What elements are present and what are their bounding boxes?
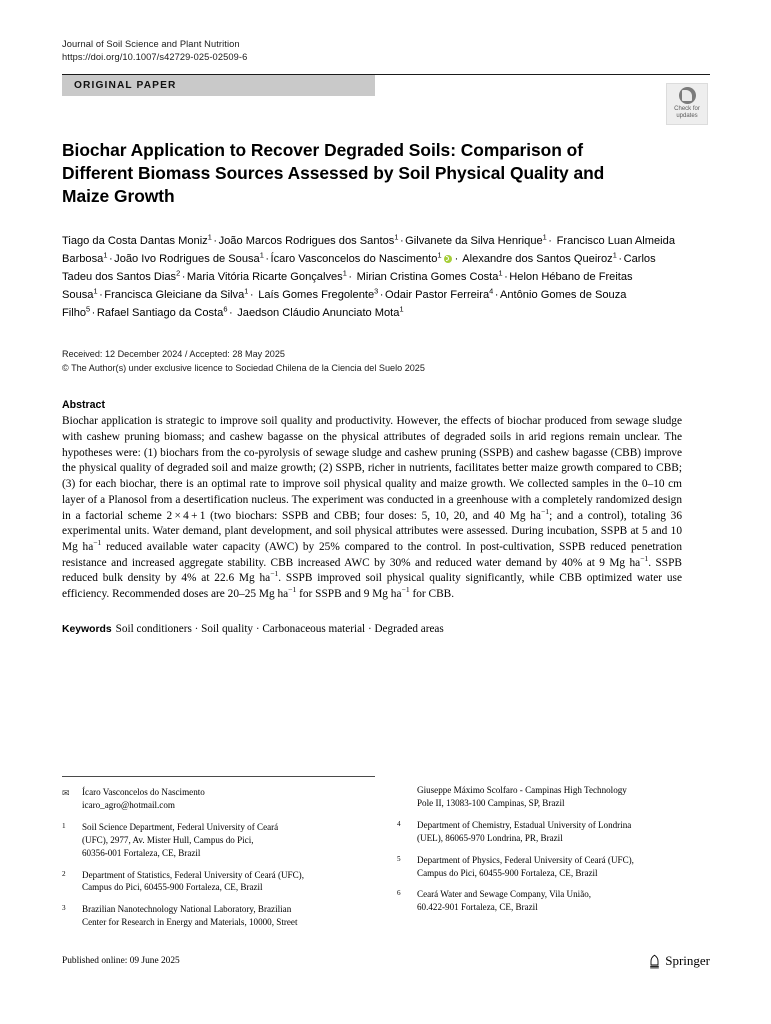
journal-doi[interactable]: https://doi.org/10.1007/s42729-025-02509-6	[62, 52, 248, 63]
affiliation-line: Ceará Water and Sewage Company, Vila União,	[417, 889, 592, 900]
author-line: Mirian Cristina Gomes Costa$^1$ · Helon Hébano de Freitas Sousa$^1$ · Francisca Gleiciane da Silva$^1$ ·	[62, 268, 633, 302]
affiliation-line: (UEL), 86065-970 Londrina, PR, Brazil	[417, 832, 563, 843]
affiliation-line: 60356-001 Fortaleza, CE, Brazil	[82, 847, 201, 858]
author-line: Francisco Luan Almeida Barbosa$^1$ · João Ivo Rodrigues de Sousa$^1$ · Ícaro Vasconcelos do Nascimento$^1$ ·	[62, 235, 675, 266]
affiliation-marker: 6	[397, 889, 401, 898]
affiliation-line: Brazilian Nanotechnology National Laboratory, Brazilian	[82, 904, 292, 915]
affiliation-line: (UFC), 2977, Av. Mister Hull, Campus do Pici,	[82, 834, 254, 845]
affiliation-marker: 5	[397, 854, 401, 863]
affiliation-item	[397, 888, 710, 914]
publication-dates	[62, 347, 710, 375]
keywords-list: Soil conditioners · Soil quality · Carbonaceous material · Degraded areas	[115, 622, 444, 635]
affiliation-line: Department of Chemistry, Estadual University of Londrina	[417, 819, 632, 830]
affiliation-line: 60.422-901 Fortaleza, CE, Brazil	[417, 902, 538, 913]
springer-mark-icon	[648, 954, 661, 969]
orcid-icon[interactable]	[444, 255, 453, 264]
page-content	[62, 0, 710, 637]
affiliation-line: Pole II, 13083-100 Campinas, SP, Brazil	[417, 797, 565, 808]
published-online-date: Published online: 09 June 2025	[62, 956, 180, 966]
author-list	[62, 233, 682, 323]
affiliation-marker: 3	[62, 904, 66, 913]
affiliation-item	[397, 784, 710, 810]
author-line: Jaedson Cláudio Anunciato Mota$^1$	[237, 304, 404, 320]
abstract-section	[62, 399, 682, 602]
affiliation-item	[62, 903, 375, 929]
springer-wordmark: Springer	[665, 953, 710, 968]
affiliation-marker	[397, 784, 417, 810]
author-line: Alexandre dos Santos Queiroz$^1$ · Carlos Tadeu dos Santos Dias$^2$ · Maria Vitória Ricarte Gonçalves$^1$ ·	[62, 250, 656, 284]
affiliations-section	[62, 776, 710, 938]
check-for-updates-badge[interactable]	[666, 83, 708, 125]
affiliation-line: Department of Physics, Federal University of Ceará (UFC),	[417, 854, 634, 865]
affiliation-line: Campus do Pici, 60455-900 Fortaleza, CE, Brazil	[417, 867, 598, 878]
affiliation-item	[62, 869, 375, 895]
affiliation-line: Giuseppe Máximo Scolfaro - Campinas High Technology	[417, 785, 627, 795]
affiliation-item	[397, 854, 710, 880]
check-updates-icon	[679, 87, 696, 104]
keywords-section	[62, 622, 682, 638]
paper-type-label: ORIGINAL PAPER	[74, 79, 177, 91]
affiliation-line: Center for Research in Energy and Materials, 10000, Street	[82, 917, 298, 928]
affiliation-marker: 4	[397, 819, 401, 828]
keywords-label: Keywords	[62, 623, 112, 635]
paper-type-band	[62, 75, 375, 96]
author-line: Laís Gomes Fregolente$^3$ · Odair Pastor Ferreira$^4$ · Antônio Gomes de Souza Filho$^5$ · Rafael Santiago da Costa$^6$ ·	[62, 286, 627, 320]
abstract-body: Biochar application is strategic to improve soil quality and productivity. However, the effects of biochar produced from sewage sludge with cashew pruning biomass; and cashew bagasse on the physical attributes of degraded soils in arid regions remain unclear. The hypotheses were: (1) biochars from the co-pyrolysis of sewage sludge and cashew pruning (SSPB) and cashew bagasse (CBB) improve the physical quality of degraded soil and maize growth; (2) SSPB, richer in nutrients, facilitates better maize growth compared to CBB; (3) for each biochar, there is an optimal rate to improve soil physical quality and maize growth. We collected samples in the 0–10 cm layer of a Planosol from a desertification nucleus. The experiment was conducted in a greenhouse with a completely randomized design in a factorial scheme 2 × 4 + 1 (two biochars: SSPB and CBB; four doses: 5, 10, 20, and 40 Mg $ha^{-1}$; and a control), totaling 36 experimental units. Water demand, plant development, and soil physical attributes were assessed. During incubation, SSPB at 5 and 10 Mg $ha^{-1}$ reduced available water capacity (AWC) by 25% compared to the control. In post-cultivation, SSPB reduced penetration resistance and increased aggregate stability. CBB increased AWC by 30% and reduced water demand by 40% at 9 Mg $ha^{-1}$. SSPB reduced bulk density by 4% at 22.6 Mg $ha^{-1}$. SSPB improved soil physical quality significantly, while CBB optimized water use efficiency. Recommended doses are 20–25 Mg $ha^{-1}$ for SSPB and 9 Mg $ha^{-1}$ for CBB.	[62, 415, 682, 601]
copyright-line: © The Author(s) under exclusive licence to Sociedad Chilena de la Ciencia del Suelo 2025	[62, 363, 425, 374]
corresponding-author-name: Ícaro Vasconcelos do Nascimento	[82, 787, 205, 797]
author-line: Tiago da Costa Dantas Moniz$^1$ · João Marcos Rodrigues dos Santos$^1$ · Gilvanete da Silva Henrique$^1$ ·	[62, 232, 552, 248]
affiliation-marker: 1	[62, 821, 66, 830]
affiliation-line: Soil Science Department, Federal University of Ceará	[82, 821, 279, 832]
affiliation-marker: 2	[62, 869, 66, 878]
check-updates-label: Check for updates	[674, 106, 700, 119]
received-accepted: Received: 12 December 2024 / Accepted: 28 May 2025	[62, 349, 285, 360]
footnote-divider	[62, 776, 375, 777]
journal-name: Journal of Soil Science and Plant Nutrition	[62, 39, 240, 49]
springer-logo	[648, 953, 710, 969]
affiliation-line: Campus do Pici, 60455-900 Fortaleza, CE, Brazil	[82, 882, 263, 893]
corresponding-author	[62, 786, 375, 812]
page-title: Biochar Application to Recover Degraded Soils: Comparison of Different Biomass Sources Assessed by Soil Physical Quality and Maize Growth	[62, 139, 605, 206]
affiliations-left-column	[62, 776, 375, 938]
abstract-heading: Abstract	[62, 399, 105, 412]
corresponding-author-email[interactable]: icaro_agro@hotmail.com	[82, 799, 175, 810]
journal-header	[62, 0, 710, 65]
affiliation-item	[62, 821, 375, 860]
page-footer	[62, 953, 710, 969]
affiliation-item	[397, 819, 710, 845]
affiliation-line: Department of Statistics, Federal University of Ceará (UFC),	[82, 869, 304, 880]
envelope-icon: ✉	[62, 788, 70, 798]
affiliations-right-column	[397, 776, 710, 938]
